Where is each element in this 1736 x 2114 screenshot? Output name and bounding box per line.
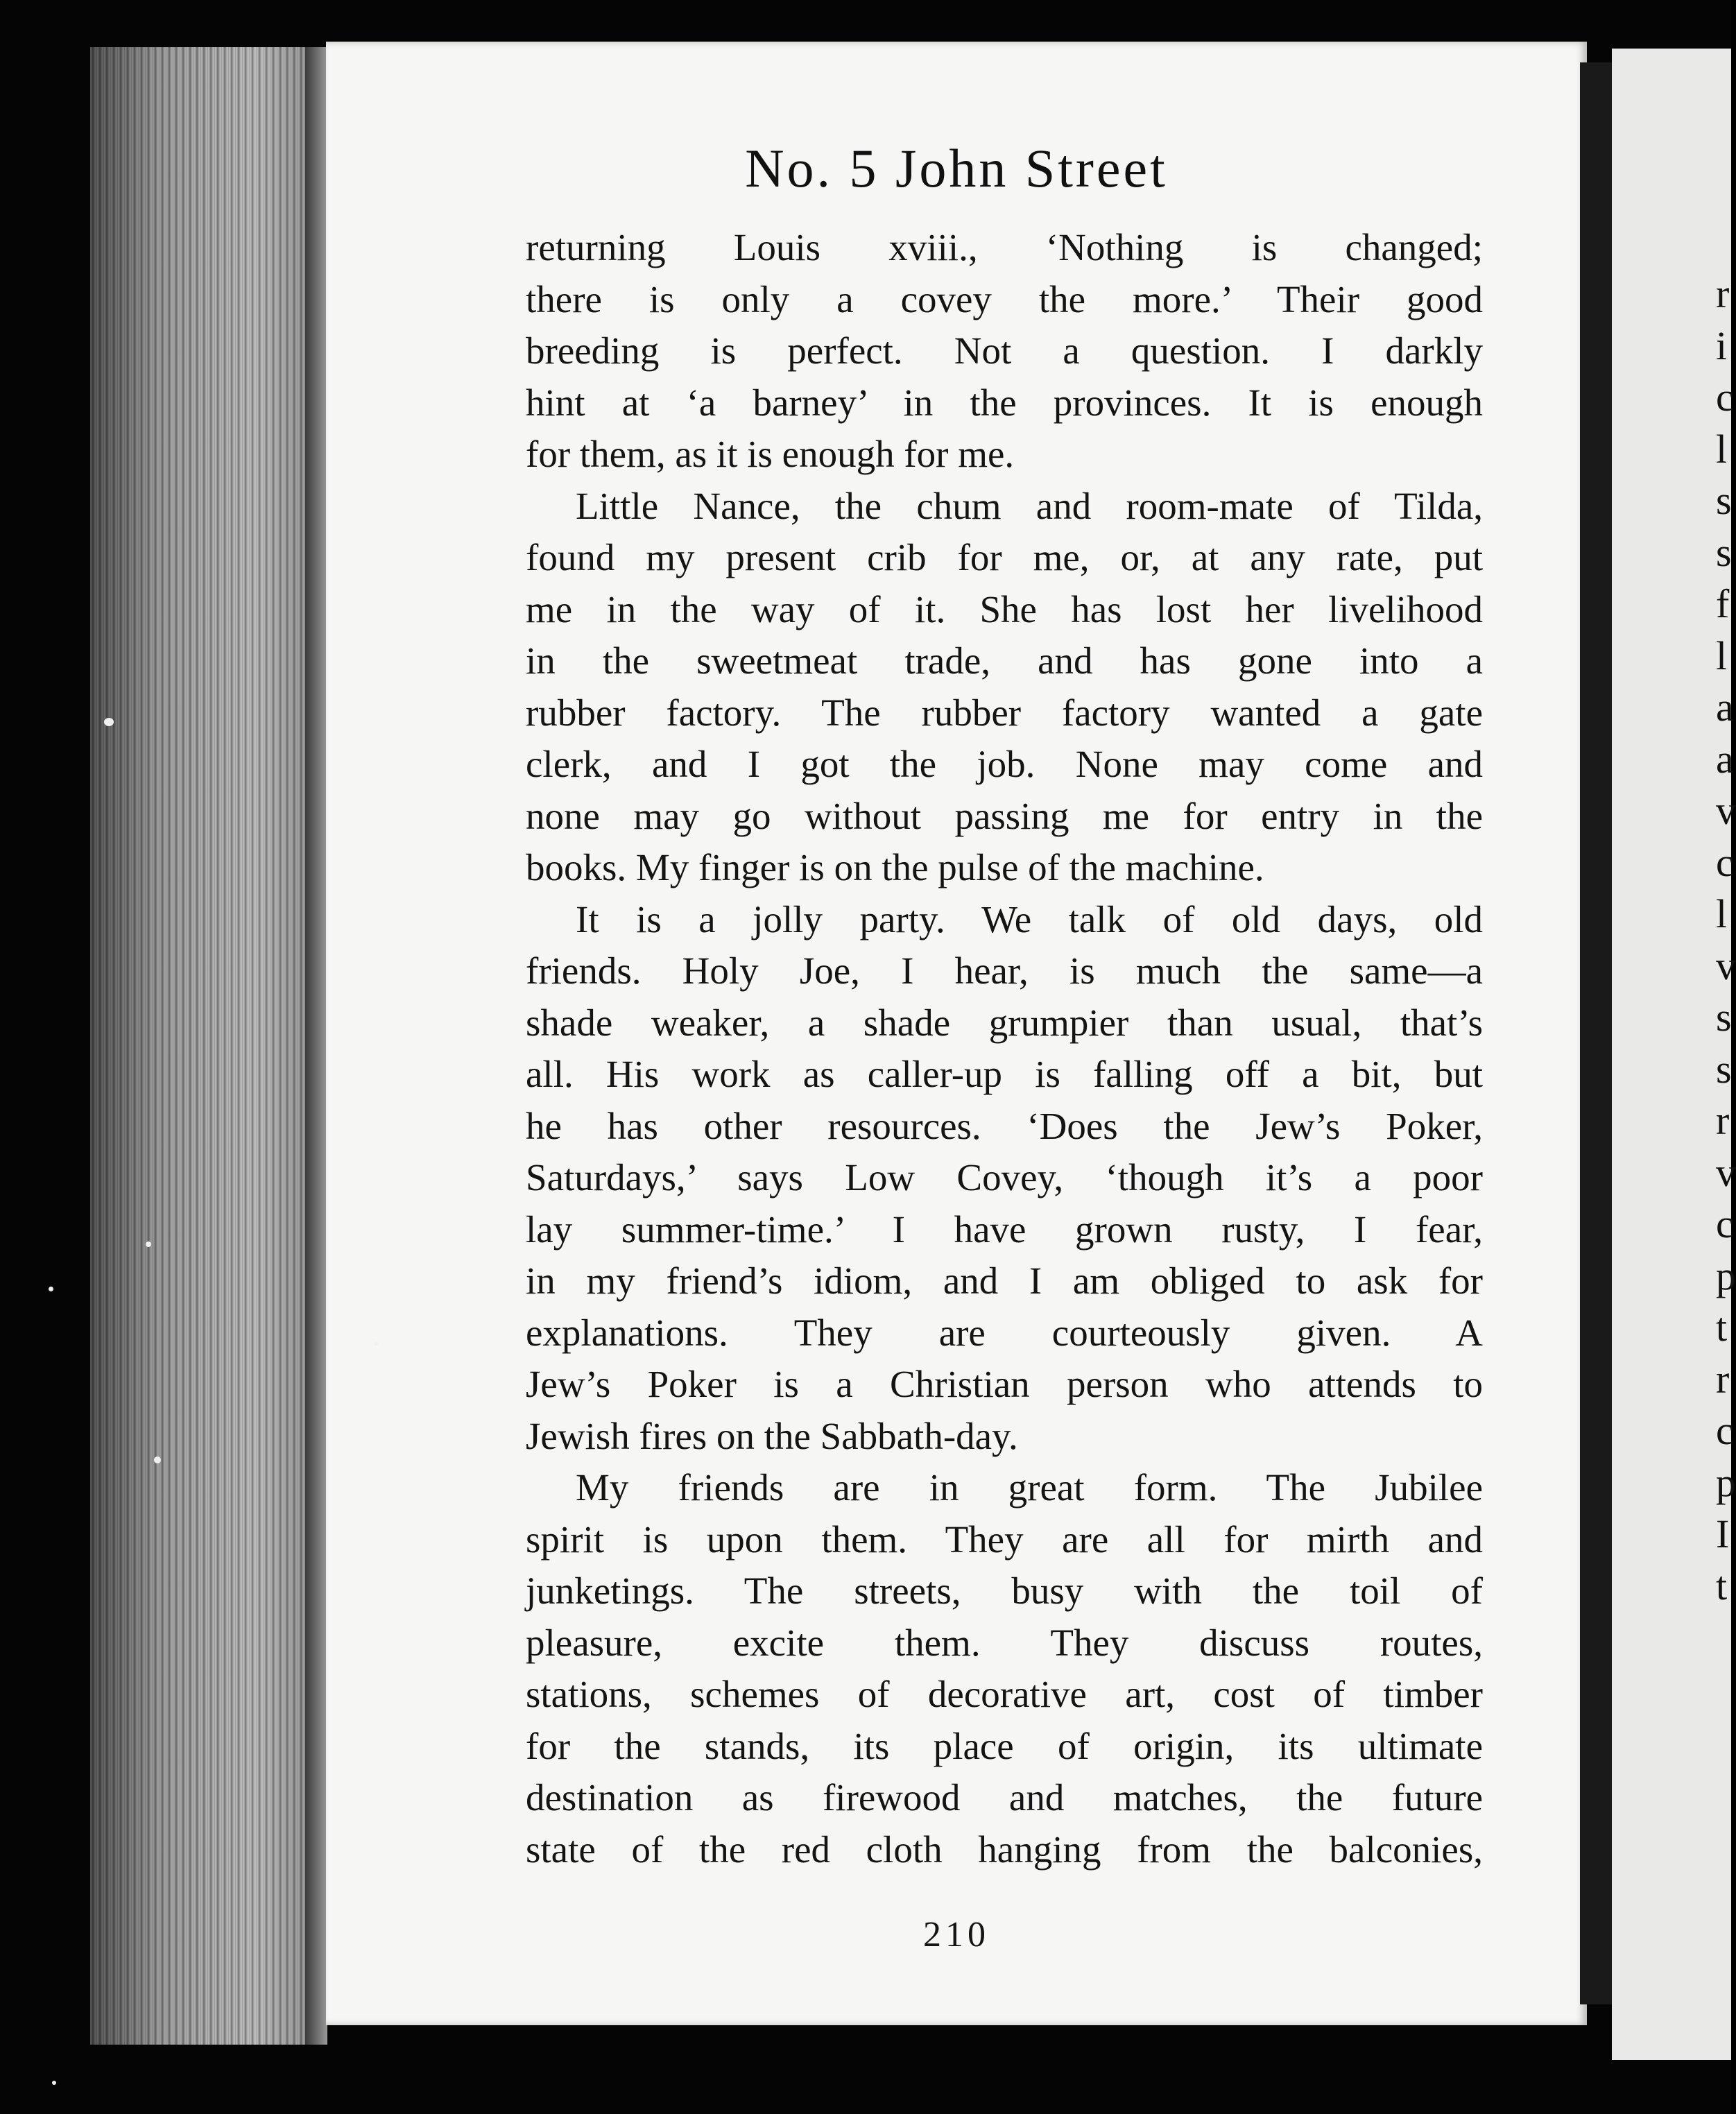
facing-page-letter: p [1716, 1459, 1736, 1505]
text-line: hint at ‘a barney’ in the provinces. It is enough [526, 381, 1483, 424]
facing-page-letter: l [1716, 426, 1728, 472]
facing-page-letter: s [1716, 478, 1732, 523]
text-line: My friends are in great form. The Jubilee [576, 1466, 1483, 1509]
text-line: Jewish fires on the Sabbath-day. [526, 1414, 1018, 1457]
facing-page-letter: v [1716, 943, 1736, 988]
facing-page-letter: t [1716, 1563, 1728, 1608]
facing-page-letter: f [1716, 581, 1730, 626]
text-line: Little Nance, the chum and room-mate of Tilda, [576, 484, 1483, 527]
text-line: for the stands, its place of origin, its ultimate [526, 1724, 1483, 1767]
running-head: No. 5 John Street [745, 138, 1168, 198]
text-line: found my present crib for me, or, at any rate, put [526, 536, 1483, 578]
facing-page-letter: a [1716, 685, 1734, 730]
text-line: spirit is upon them. They are all for mirth and [526, 1518, 1483, 1561]
facing-page-letter: I [1716, 1511, 1730, 1556]
book-gutter [1580, 62, 1612, 2004]
facing-page-letter: l [1716, 633, 1728, 678]
facing-page-letter: l [1716, 891, 1728, 936]
text-line: books. My finger is on the pulse of the machine. [526, 846, 1264, 888]
text-line: me in the way of it. She has lost her livelihood [526, 587, 1483, 630]
facing-page-letter: r [1716, 1098, 1730, 1143]
text-line: none may go without passing me for entry in the [526, 794, 1483, 837]
text-line: lay summer-time.’ I have grown rusty, I fear, [526, 1208, 1483, 1251]
text-line: breeding is perfect. Not a question. I darkly [526, 329, 1483, 372]
facing-page-letter: c [1716, 1201, 1734, 1246]
text-line: in my friend’s idiom, and I am obliged to ask for [526, 1260, 1483, 1302]
text-line: there is only a covey the more.’ Their good [526, 277, 1483, 320]
facing-page-letter: a [1716, 736, 1734, 782]
facing-page-letter: c [1716, 375, 1734, 420]
text-line: clerk, and I got the job. None may come and [526, 743, 1483, 785]
facing-page-letter: c [1716, 839, 1734, 885]
text-line: junketings. The streets, busy with the toil of [526, 1570, 1483, 1612]
page-edge-shadow [305, 47, 327, 2045]
text-line: friends. Holy Joe, I hear, is much the same—a [526, 949, 1483, 992]
facing-page-letter: s [1716, 529, 1732, 575]
text-line: for them, as it is enough for me. [526, 433, 1015, 475]
facing-page-letter: t [1716, 1305, 1728, 1350]
body-text [526, 222, 1483, 1875]
text-line: Jew’s Poker is a Christian person who attends to [526, 1363, 1483, 1405]
text-line: explanations. They are courteously given. A [526, 1311, 1483, 1354]
text-line: stations, schemes of decorative art, cost of timber [526, 1673, 1483, 1715]
text-line: destination as firewood and matches, the future [526, 1776, 1483, 1819]
facing-page-letter: s [1716, 995, 1732, 1040]
text-line: It is a jolly party. We talk of old days, old [576, 897, 1483, 940]
text-line: rubber factory. The rubber factory wanted a gate [526, 691, 1483, 734]
facing-page-letter: v [1716, 788, 1736, 833]
facing-page-letter: i [1716, 323, 1728, 368]
facing-page-letter: p [1716, 1253, 1736, 1298]
facing-page-fragment [1612, 49, 1736, 2060]
text-line: state of the red cloth hanging from the balconies, [526, 1828, 1483, 1871]
facing-page-letter: r [1716, 1356, 1730, 1402]
book-page-edges [90, 47, 326, 2045]
page-number: 210 [923, 1915, 990, 1954]
facing-page-letter: s [1716, 1046, 1732, 1092]
facing-page-letter: c [1716, 1408, 1734, 1453]
text-line: in the sweetmeat trade, and has gone into a [526, 639, 1483, 682]
text-line: pleasure, excite them. They discuss routes, [526, 1621, 1483, 1664]
text-line: shade weaker, a shade grumpier than usual, that’s [526, 1001, 1483, 1044]
text-line: returning Louis xviii., ‘Nothing is changed; [526, 226, 1483, 268]
text-line: Saturdays,’ says Low Covey, ‘though it’s a poor [526, 1156, 1483, 1198]
text-line: he has other resources. ‘Does the Jew’s Poker, [526, 1104, 1483, 1147]
text-line: all. His work as caller-up is falling off a bit, but [526, 1053, 1483, 1095]
facing-page-letter: v [1716, 1149, 1736, 1195]
facing-page-letter: r [1716, 271, 1730, 316]
